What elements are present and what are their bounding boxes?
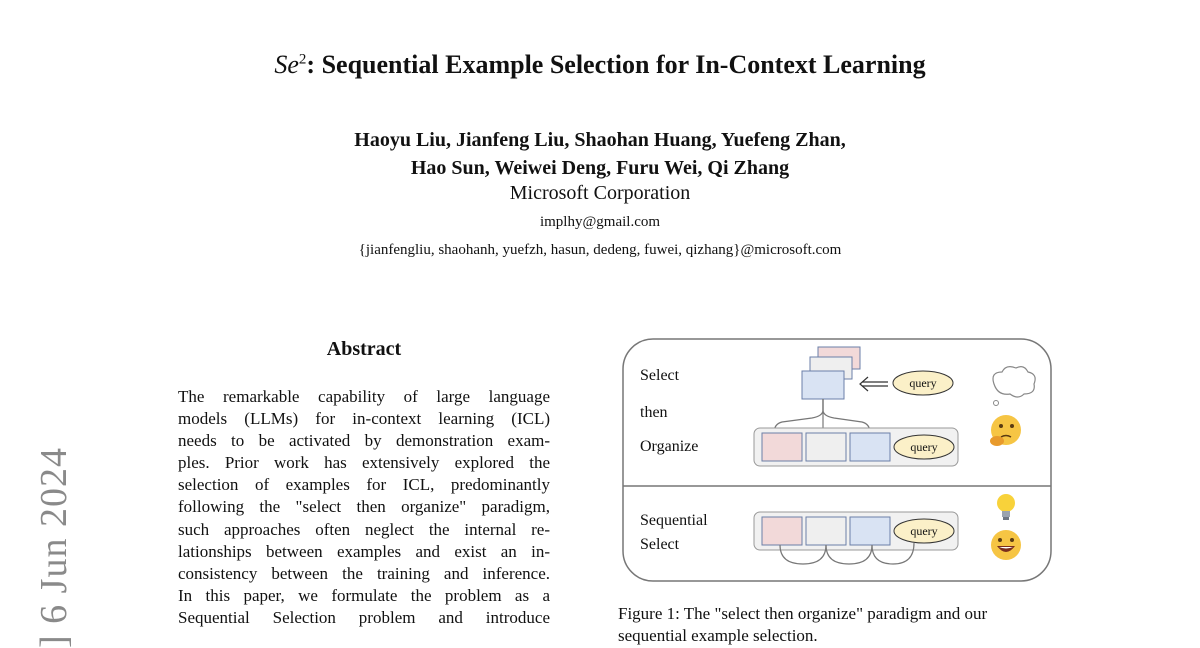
figure-1-diagram: [622, 338, 1052, 582]
abstract-line: models (LLMs) for in-context learning (ICL): [178, 409, 550, 429]
label-then: then: [640, 404, 668, 421]
abstract-line: lationships between examples and exist an in-: [178, 541, 550, 561]
query-sequential: [894, 519, 954, 543]
abstract-heading: Abstract: [326, 338, 402, 360]
abstract-line: Sequential Selection problem and introduce: [178, 607, 550, 627]
svg-text:query: query: [910, 524, 938, 538]
email-primary: implhy@gmail.com: [539, 214, 661, 230]
authors-line-2: Hao Sun, Weiwei Deng, Furu Wei, Qi Zhang: [410, 157, 790, 179]
abstract-line: The remarkable capability of large language: [178, 387, 550, 406]
abstract-line: In this paper, we formulate the problem as a: [178, 585, 550, 605]
email-group: {jianfengliu, shaohanh, yuefzh, hasun, dedeng, fuwei, qizhang}@microsoft.com: [358, 242, 842, 258]
svg-text:query: query: [910, 440, 938, 454]
grinning-face-icon: [991, 530, 1021, 560]
query-organized: [894, 435, 954, 459]
label-sequential: Sequential: [640, 512, 708, 529]
affiliation: Microsoft Corporation: [509, 182, 691, 204]
arxiv-stamp: ] 6 Jun 2024: [33, 447, 75, 648]
figure-caption: [618, 603, 1078, 647]
caption-line-1: Figure 1: The "select then organize" paradigm and our: [618, 604, 988, 623]
abstract-line: following the "select then organize" paradigm,: [178, 497, 550, 517]
author-list: [0, 126, 1200, 182]
svg-text:query: query: [909, 376, 937, 390]
authors-line-1: Haoyu Liu, Jianfeng Liu, Shaohan Huang, Yuefeng Zhan,: [354, 129, 846, 151]
query-top: [893, 371, 953, 395]
abstract-line: selection of examples for ICL, predominantly: [178, 475, 550, 495]
label-select-bottom: Select: [640, 536, 680, 553]
title-se-symbol: Se$^2$: [274, 50, 307, 79]
abstract-line: ples. Prior work has extensively explored the: [178, 453, 550, 473]
caption-line-2: sequential example selection.: [618, 626, 818, 645]
abstract-line: such approaches often neglect the internal re-: [178, 519, 550, 539]
label-select: Select: [640, 367, 680, 384]
abstract-body: [178, 386, 550, 629]
abstract-line: needs to be activated by demonstration exam-: [178, 431, 550, 451]
abstract-line: consistency between the training and inference.: [178, 563, 550, 583]
label-organize: Organize: [640, 438, 699, 455]
paper-title: Se$^2$: Sequential Example Selection for In-Context Learning: [274, 50, 926, 79]
